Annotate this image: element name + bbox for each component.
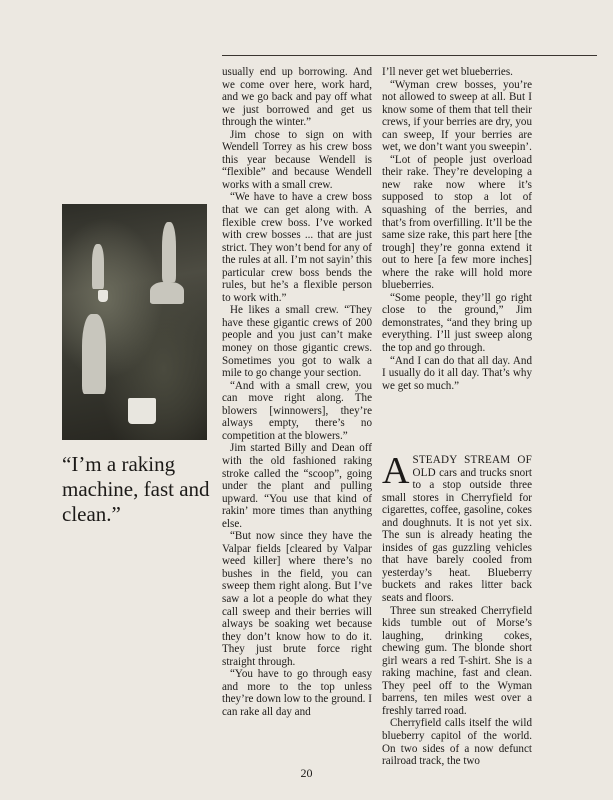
paragraph: usually end up borrowing. And we come over here, work hard, and we go back and pay off what we just borrowed and get us through the winter.” xyxy=(222,66,372,129)
paragraph: “Lot of people just overload their rake. They’re developing a new rake now where it’s supposed to stop a lot of squashing of the berries, and that’s from overfilling. It’ll be the same size rake, this part here [the trough] they’re gonna extend it out to here [a few more inches] where the rake will hold more blueberries. xyxy=(382,153,532,292)
paragraph: Jim chose to sign on with Wendell Torrey as his crew boss this year because Wendell is “flexible” and because Wendell works with a small crew. xyxy=(222,128,372,191)
paragraph: “We have to have a crew boss that we can get along with. A flexible crew boss. I’ve worked with crew bosses ... that are just strict. They won’t bend for any of the rules at all. I’m not sayin’ this particular crew boss bends the rules, but he’s a flexible person to work with.” xyxy=(222,191,372,304)
article-column-2 xyxy=(382,66,532,392)
paragraph: He likes a small crew. “They have these gigantic crews of 200 people and you just can’t make money on those gigantic crews. Sometimes you got to walk a mile to go change your section. xyxy=(222,304,372,380)
article-column-2-section xyxy=(382,450,532,768)
paragraph: “You have to go through easy and more to the top unless they’re down low to the ground. I can rake all day and xyxy=(222,668,372,718)
lead-text: cars and trucks snort to a stop outside three small stores in Cherryfield for cigarettes, coffee, gasoline, cokes and doughnuts. It is not yet six. The sun is already heating the insides of gas guzzling vehicles that have barely cooled from yesterday’s heat. Blueberry buckets and rakes litter back seats and floors. xyxy=(382,466,532,605)
paragraph: “And with a small crew, you can move right along. The blowers [winnowers], they’re always empty, there’s no competition at the blowers.” xyxy=(222,379,372,442)
header-rule xyxy=(222,55,597,56)
section-paragraph: Three sun streaked Cherryfield kids tumble out of Morse’s laughing, drinking cokes, chewing gum. The blonde short girl wears a red T-shirt. She is a raking machine, fast and clean. They peel off to the Wyman barrens, ten miles west over a freshly tarred road. xyxy=(382,604,532,717)
photo-blueberry-rakers xyxy=(62,204,207,440)
section-lead-paragraph xyxy=(382,450,532,605)
drop-cap: A xyxy=(382,450,410,492)
photo-caption: “I’m a raking machine, fast and clean.” xyxy=(62,452,210,526)
page-number: 20 xyxy=(300,766,313,780)
section-paragraph: Cherryfield calls itself the wild blueberry capitol of the world. On two sides of a now defunct railroad track, the two xyxy=(382,717,532,768)
paragraph: “Some people, they’ll go right close to the ground,” Jim demonstrates, “and they bring up everything. I’ll just sweep along the top and go through. xyxy=(382,291,532,355)
paragraph: Jim started Billy and Dean off with the old fashioned raking stroke called the “scoop”, going under the plant and pulling upward. “You use that kind of rakin’ more times than anything else. xyxy=(222,442,372,530)
paragraph: “And I can do that all day. And I usually do it all day. That’s why we get so much.” xyxy=(382,354,532,392)
paragraph: I’ll never get wet blueberries. xyxy=(382,66,513,78)
paragraph: “Wyman crew bosses, you’re not allowed to sweep at all. But I know some of them that tell their crews, if your berries are dry, you can sweep, If your berries are wet, we don’t want you sweepin’. xyxy=(382,78,532,154)
lead-smallcaps: STEADY STREAM OF OLD xyxy=(412,454,532,479)
article-column-1 xyxy=(222,66,372,718)
paragraph: “But now since they have the Valpar fields [cleared by Valpar weed killer] where there’s no bushes in the field, you can sweep them right along. But I’ve saw a lot a people do what they call sweep and their berries will always be soaking wet because they don’t know how to do it. They just brute force right straight through. xyxy=(222,530,372,668)
